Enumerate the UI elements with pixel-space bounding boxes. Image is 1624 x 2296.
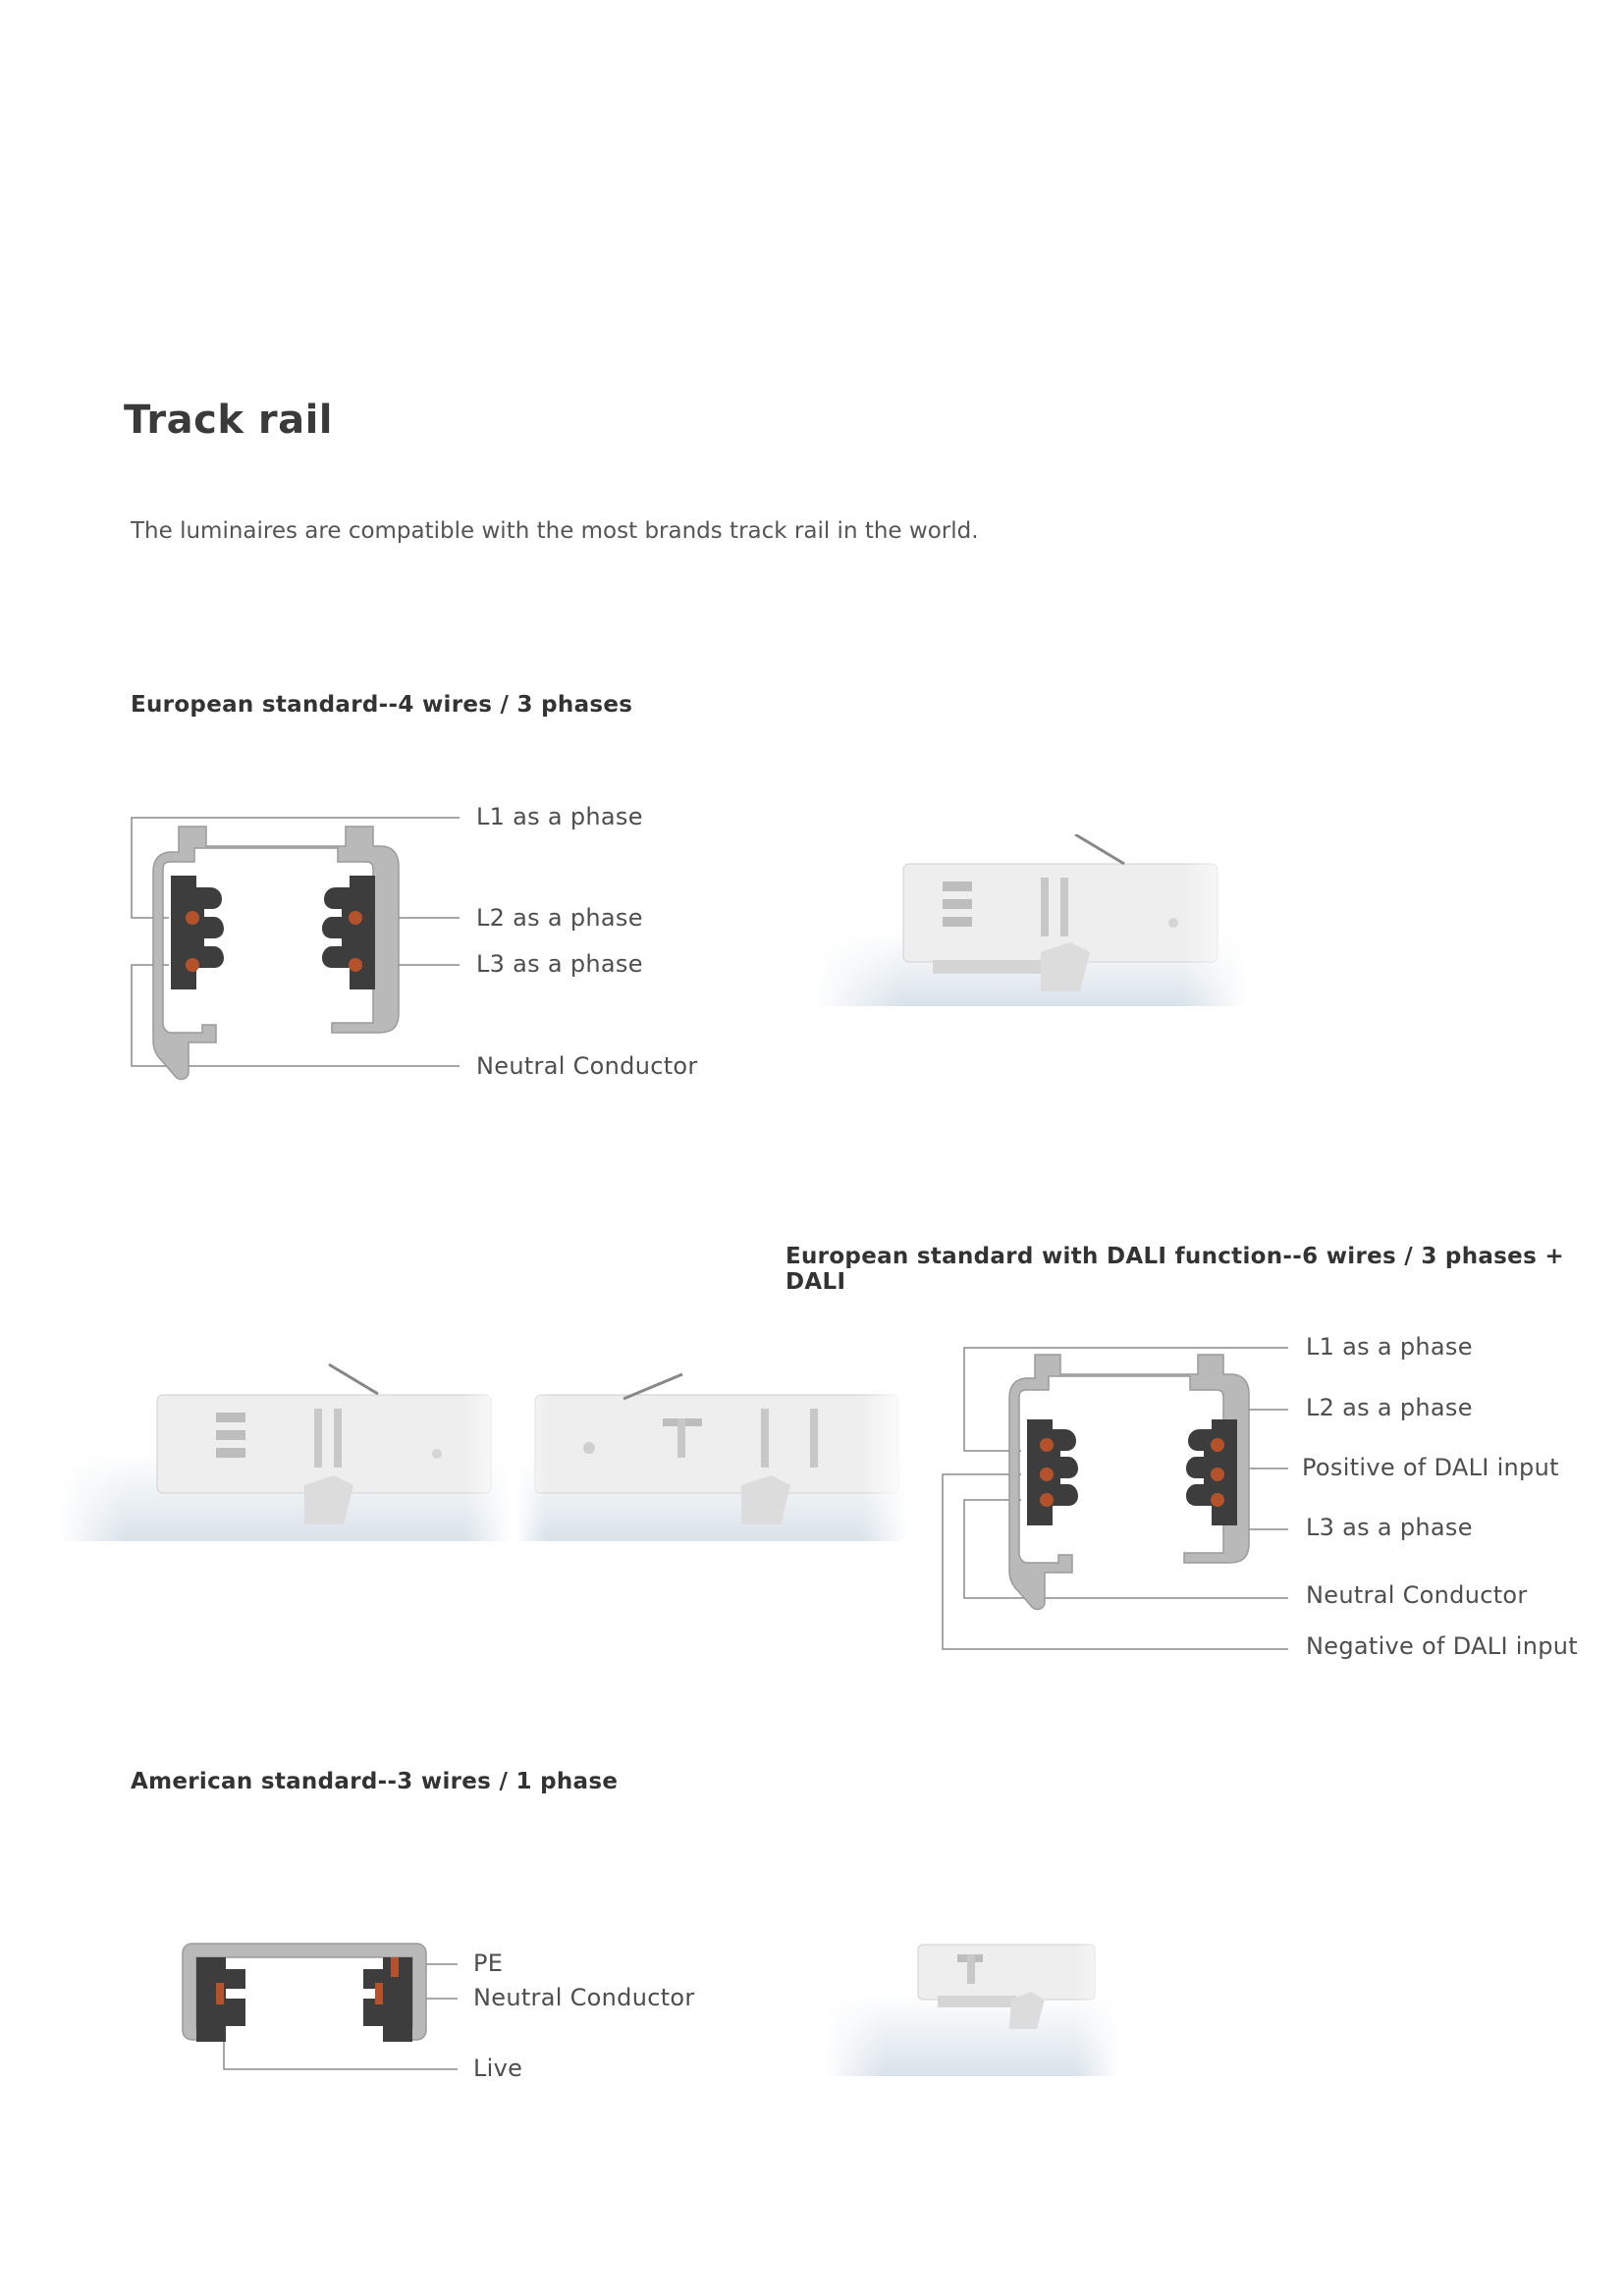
- label-neutral: Neutral Conductor: [476, 1052, 698, 1080]
- label-dali-neutral: Neutral Conductor: [1306, 1581, 1528, 1609]
- intro-text: The luminaires are compatible with the most brands track rail in the world.: [131, 518, 979, 544]
- label-dali-l1: L1 as a phase: [1306, 1333, 1473, 1361]
- section-heading-eu-4wire: European standard--4 wires / 3 phases: [131, 692, 633, 718]
- page-title: Track rail: [124, 398, 333, 443]
- label-pe: PE: [473, 1949, 504, 1977]
- section-heading-eu-dali: European standard with DALI function--6 wires / 3 phases + DALI: [785, 1244, 1564, 1295]
- label-l3: L3 as a phase: [476, 950, 643, 978]
- label-live: Live: [473, 2055, 523, 2082]
- label-l1: L1 as a phase: [476, 803, 643, 830]
- section-heading-us-3wire: American standard--3 wires / 1 phase: [131, 1769, 619, 1794]
- adapter-photo-us-3wire: [825, 1939, 1119, 2076]
- label-dali-l2: L2 as a phase: [1306, 1394, 1473, 1421]
- label-us-neutral: Neutral Conductor: [473, 1984, 695, 2011]
- label-dali-negative: Negative of DALI input: [1306, 1632, 1578, 1660]
- label-dali-positive: Positive of DALI input: [1302, 1454, 1559, 1481]
- label-dali-l3: L3 as a phase: [1306, 1514, 1473, 1541]
- label-l2: L2 as a phase: [476, 904, 643, 932]
